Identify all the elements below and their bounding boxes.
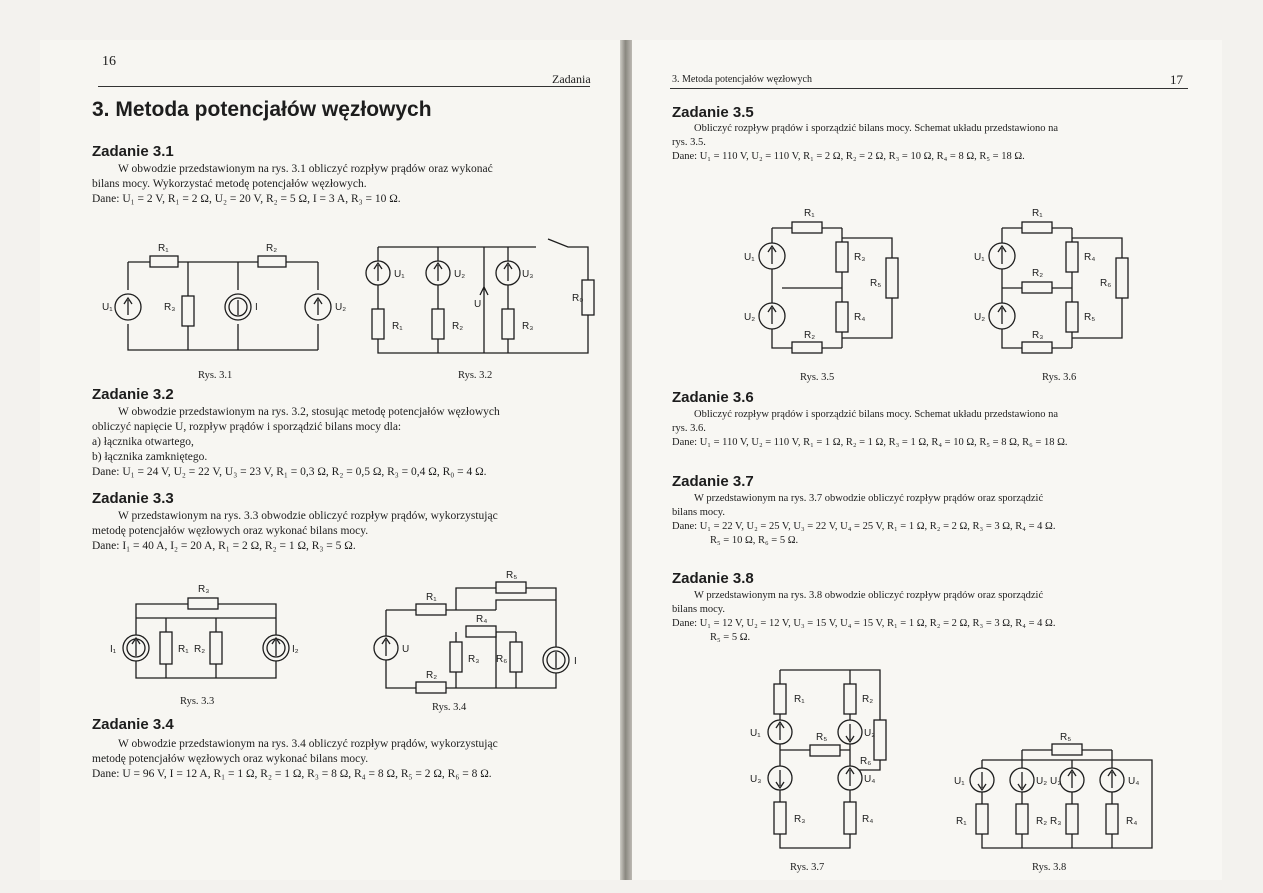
task-heading: Zadanie 3.5 (672, 104, 754, 121)
task-heading: Zadanie 3.2 (92, 386, 174, 403)
circuit-figure-3-2 (358, 235, 598, 365)
svg-text:U₂: U₂ (454, 269, 466, 280)
task-text: Obliczyć rozpływ prądów i sporządzić bilans mocy. Schemat układu przedstawiono na rys. 3.5. Dane: U₁ = 110 V, U₂ = 110 V, R₁ = 2 Ω, R₂ = 2 Ω, R₃ = 10 Ω, R₄ = 8 Ω, R₅ = 18 Ω. (672, 123, 1059, 162)
svg-text:R₁: R₁ (1032, 208, 1043, 219)
svg-text:R₄: R₄ (476, 614, 488, 625)
task-heading: Zadanie 3.7 (672, 473, 754, 490)
svg-text:U₄: U₄ (1128, 776, 1140, 787)
svg-text:R₄: R₄ (854, 312, 866, 323)
svg-text:R₃: R₃ (468, 654, 480, 665)
svg-text:U₂: U₂ (864, 728, 876, 739)
svg-text:R₃: R₃ (854, 252, 866, 263)
svg-text:R₁: R₁ (804, 208, 815, 219)
svg-text:R₂: R₂ (194, 644, 206, 655)
svg-text:U₁: U₁ (954, 776, 965, 787)
circuit-figure-3-5 (742, 198, 922, 368)
figure-caption: Rys. 3.1 (198, 370, 233, 381)
svg-text:R₂: R₂ (804, 330, 816, 341)
svg-text:U₁: U₁ (750, 728, 761, 739)
task-text: W przedstawionym na rys. 3.7 obwodzie obliczyć rozpływ prądów oraz sporządzić bilans mocy. Dane: U₁ = 22 V, U₂ = 25 V, U₃ = 22 V, U₄ = 25 V, R₁ = 1 Ω, R₂ = 2 Ω, R₃ = 3 Ω, R₄ = 4 Ω. R₅ = 10 Ω, R₆ = 5 Ω. (672, 493, 1056, 546)
left-page (40, 40, 620, 880)
task-heading: Zadanie 3.6 (672, 389, 754, 406)
svg-text:R₁: R₁ (426, 592, 437, 603)
svg-text:U₃: U₃ (750, 774, 762, 785)
svg-text:U: U (402, 644, 410, 655)
svg-text:R₃: R₃ (794, 814, 806, 825)
task-text: W obwodzie przedstawionym na rys. 3.4 obliczyć rozpływ prądów, wykorzystując metodę potencjałów węzłowych oraz wykonać bilans mocy. Dane: U = 96 V, I = 12 A, R₁ = 1 Ω, R₂ = 1 Ω, R₃ = 8 Ω, R₄ = 8 Ω, R₅ = 2 Ω, R₆ = 8 Ω. (92, 738, 498, 780)
header-rule (98, 86, 590, 87)
svg-text:R₄: R₄ (1084, 252, 1096, 263)
circuit-figure-3-3 (106, 578, 306, 688)
svg-text:U₁: U₁ (102, 302, 113, 313)
svg-text:R₀: R₀ (572, 293, 584, 304)
svg-text:U₂: U₂ (744, 312, 756, 323)
svg-text:R₆: R₆ (860, 756, 872, 767)
svg-text:U₄: U₄ (864, 774, 876, 785)
svg-text:I₁: I₁ (110, 644, 117, 655)
figure-caption: Rys. 3.6 (1042, 372, 1077, 383)
svg-text:R₁: R₁ (158, 243, 169, 254)
running-header: 3. Metoda potencjałów węzłowych (672, 74, 812, 85)
page-number: 17 (1170, 72, 1183, 87)
svg-text:R₅: R₅ (506, 570, 518, 581)
svg-text:R₄: R₄ (862, 814, 874, 825)
svg-text:R₆: R₆ (1100, 278, 1112, 289)
circuit-figure-3-7 (740, 660, 910, 860)
svg-text:R₃: R₃ (522, 321, 534, 332)
svg-text:U₁: U₁ (394, 269, 405, 280)
svg-text:R₂: R₂ (1032, 268, 1044, 279)
svg-text:U₂: U₂ (974, 312, 986, 323)
svg-text:R₅: R₅ (1060, 732, 1072, 743)
chapter-title: 3. Metoda potencjałów węzłowych (92, 98, 432, 121)
circuit-figure-3-8 (942, 730, 1182, 860)
svg-text:U₃: U₃ (522, 269, 534, 280)
task-text: Obliczyć rozpływ prądów i sporządzić bilans mocy. Schemat układu przedstawiono na rys. 3.6. Dane: U₁ = 110 V, U₂ = 110 V, R₁ = 1 Ω, R₂ = 1 Ω, R₃ = 1 Ω, R₄ = 10 Ω, R₅ = 8 Ω, R₆ = 18 Ω. (672, 409, 1068, 448)
task-heading: Zadanie 3.4 (92, 716, 174, 733)
svg-text:U: U (474, 299, 482, 310)
svg-text:R₁: R₁ (178, 644, 189, 655)
svg-text:R₃: R₃ (198, 584, 210, 595)
task-heading: Zadanie 3.1 (92, 143, 174, 160)
svg-text:I: I (574, 656, 577, 667)
svg-text:R₂: R₂ (452, 321, 464, 332)
task-heading: Zadanie 3.8 (672, 570, 754, 587)
task-text: W przedstawionym na rys. 3.3 obwodzie obliczyć rozpływ prądów, wykorzystując metodę potencjałów węzłowych oraz wykonać bilans mocy. Dane: I₁ = 40 A, I₂ = 20 A, R₁ = 2 Ω, R₂ = 1 Ω, R₃ = 5 Ω. (92, 510, 498, 552)
task-text: W przedstawionym na rys. 3.8 obwodzie obliczyć rozpływ prądów oraz sporządzić bilans mocy. Dane: U₁ = 12 V, U₂ = 12 V, U₃ = 15 V, U₄ = 15 V, R₁ = 1 Ω, R₂ = 2 Ω, R₃ = 3 Ω, R₄ = 4 Ω. R₅ = 5 Ω. (672, 590, 1056, 643)
svg-text:R₂: R₂ (1036, 816, 1048, 827)
figure-caption: Rys. 3.5 (800, 372, 835, 383)
svg-text:R₂: R₂ (426, 670, 438, 681)
svg-text:R₅: R₅ (1084, 312, 1096, 323)
circuit-figure-3-4 (356, 570, 596, 700)
svg-text:R₁: R₁ (392, 321, 403, 332)
svg-text:R₁: R₁ (956, 816, 967, 827)
svg-text:R₆: R₆ (496, 654, 508, 665)
figure-caption: Rys. 3.4 (432, 702, 467, 713)
svg-text:U₃: U₃ (1050, 776, 1062, 787)
svg-text:I: I (255, 302, 258, 313)
right-page (632, 40, 1222, 880)
svg-text:R₁: R₁ (794, 694, 805, 705)
svg-text:R₃: R₃ (1050, 816, 1062, 827)
header-rule (670, 88, 1188, 89)
circuit-figure-3-1 (98, 240, 348, 360)
page-number: 16 (102, 54, 116, 69)
book-spine (620, 40, 632, 880)
svg-text:U₁: U₁ (744, 252, 755, 263)
svg-text:R₂: R₂ (266, 243, 278, 254)
svg-text:U₂: U₂ (335, 302, 347, 313)
svg-text:R₃: R₃ (164, 302, 176, 313)
task-text: W obwodzie przedstawionym na rys. 3.2, stosując metodę potencjałów węzłowych obliczyć napięcie U, rozpływ prądów i sporządzić bilans mocy dla: a) łącznika otwartego, b) łącznika zamkniętego. Dane: U₁ = 24 V, U₂ = 22 V, U₃ = 23 V, R₁ = 0,3 Ω, R₂ = 0,5 Ω, R₃ = 0,4 Ω, R₀ = 4 Ω. (92, 406, 500, 478)
circuit-figure-3-6 (972, 198, 1152, 368)
svg-text:I₂: I₂ (292, 644, 299, 655)
figure-caption: Rys. 3.8 (1032, 862, 1067, 873)
figure-caption: Rys. 3.7 (790, 862, 825, 873)
figure-caption: Rys. 3.3 (180, 696, 215, 707)
svg-text:U₂: U₂ (1036, 776, 1048, 787)
svg-text:R₅: R₅ (870, 278, 882, 289)
svg-text:R₄: R₄ (1126, 816, 1138, 827)
svg-text:R₂: R₂ (862, 694, 874, 705)
figure-caption: Rys. 3.2 (458, 370, 493, 381)
task-heading: Zadanie 3.3 (92, 490, 174, 507)
svg-text:R₅: R₅ (816, 732, 828, 743)
svg-text:U₁: U₁ (974, 252, 985, 263)
svg-text:R₃: R₃ (1032, 330, 1044, 341)
task-text: W obwodzie przedstawionym na rys. 3.1 obliczyć rozpływ prądów oraz wykonać bilans mocy. Wykorzystać metodę potencjałów węzłowych. Dane: U₁ = 2 V, R₁ = 2 Ω, U₂ = 20 V, R₂ = 5 Ω, I = 3 A, R₃ = 10 Ω. (92, 163, 493, 205)
running-header: Zadania (552, 72, 591, 86)
